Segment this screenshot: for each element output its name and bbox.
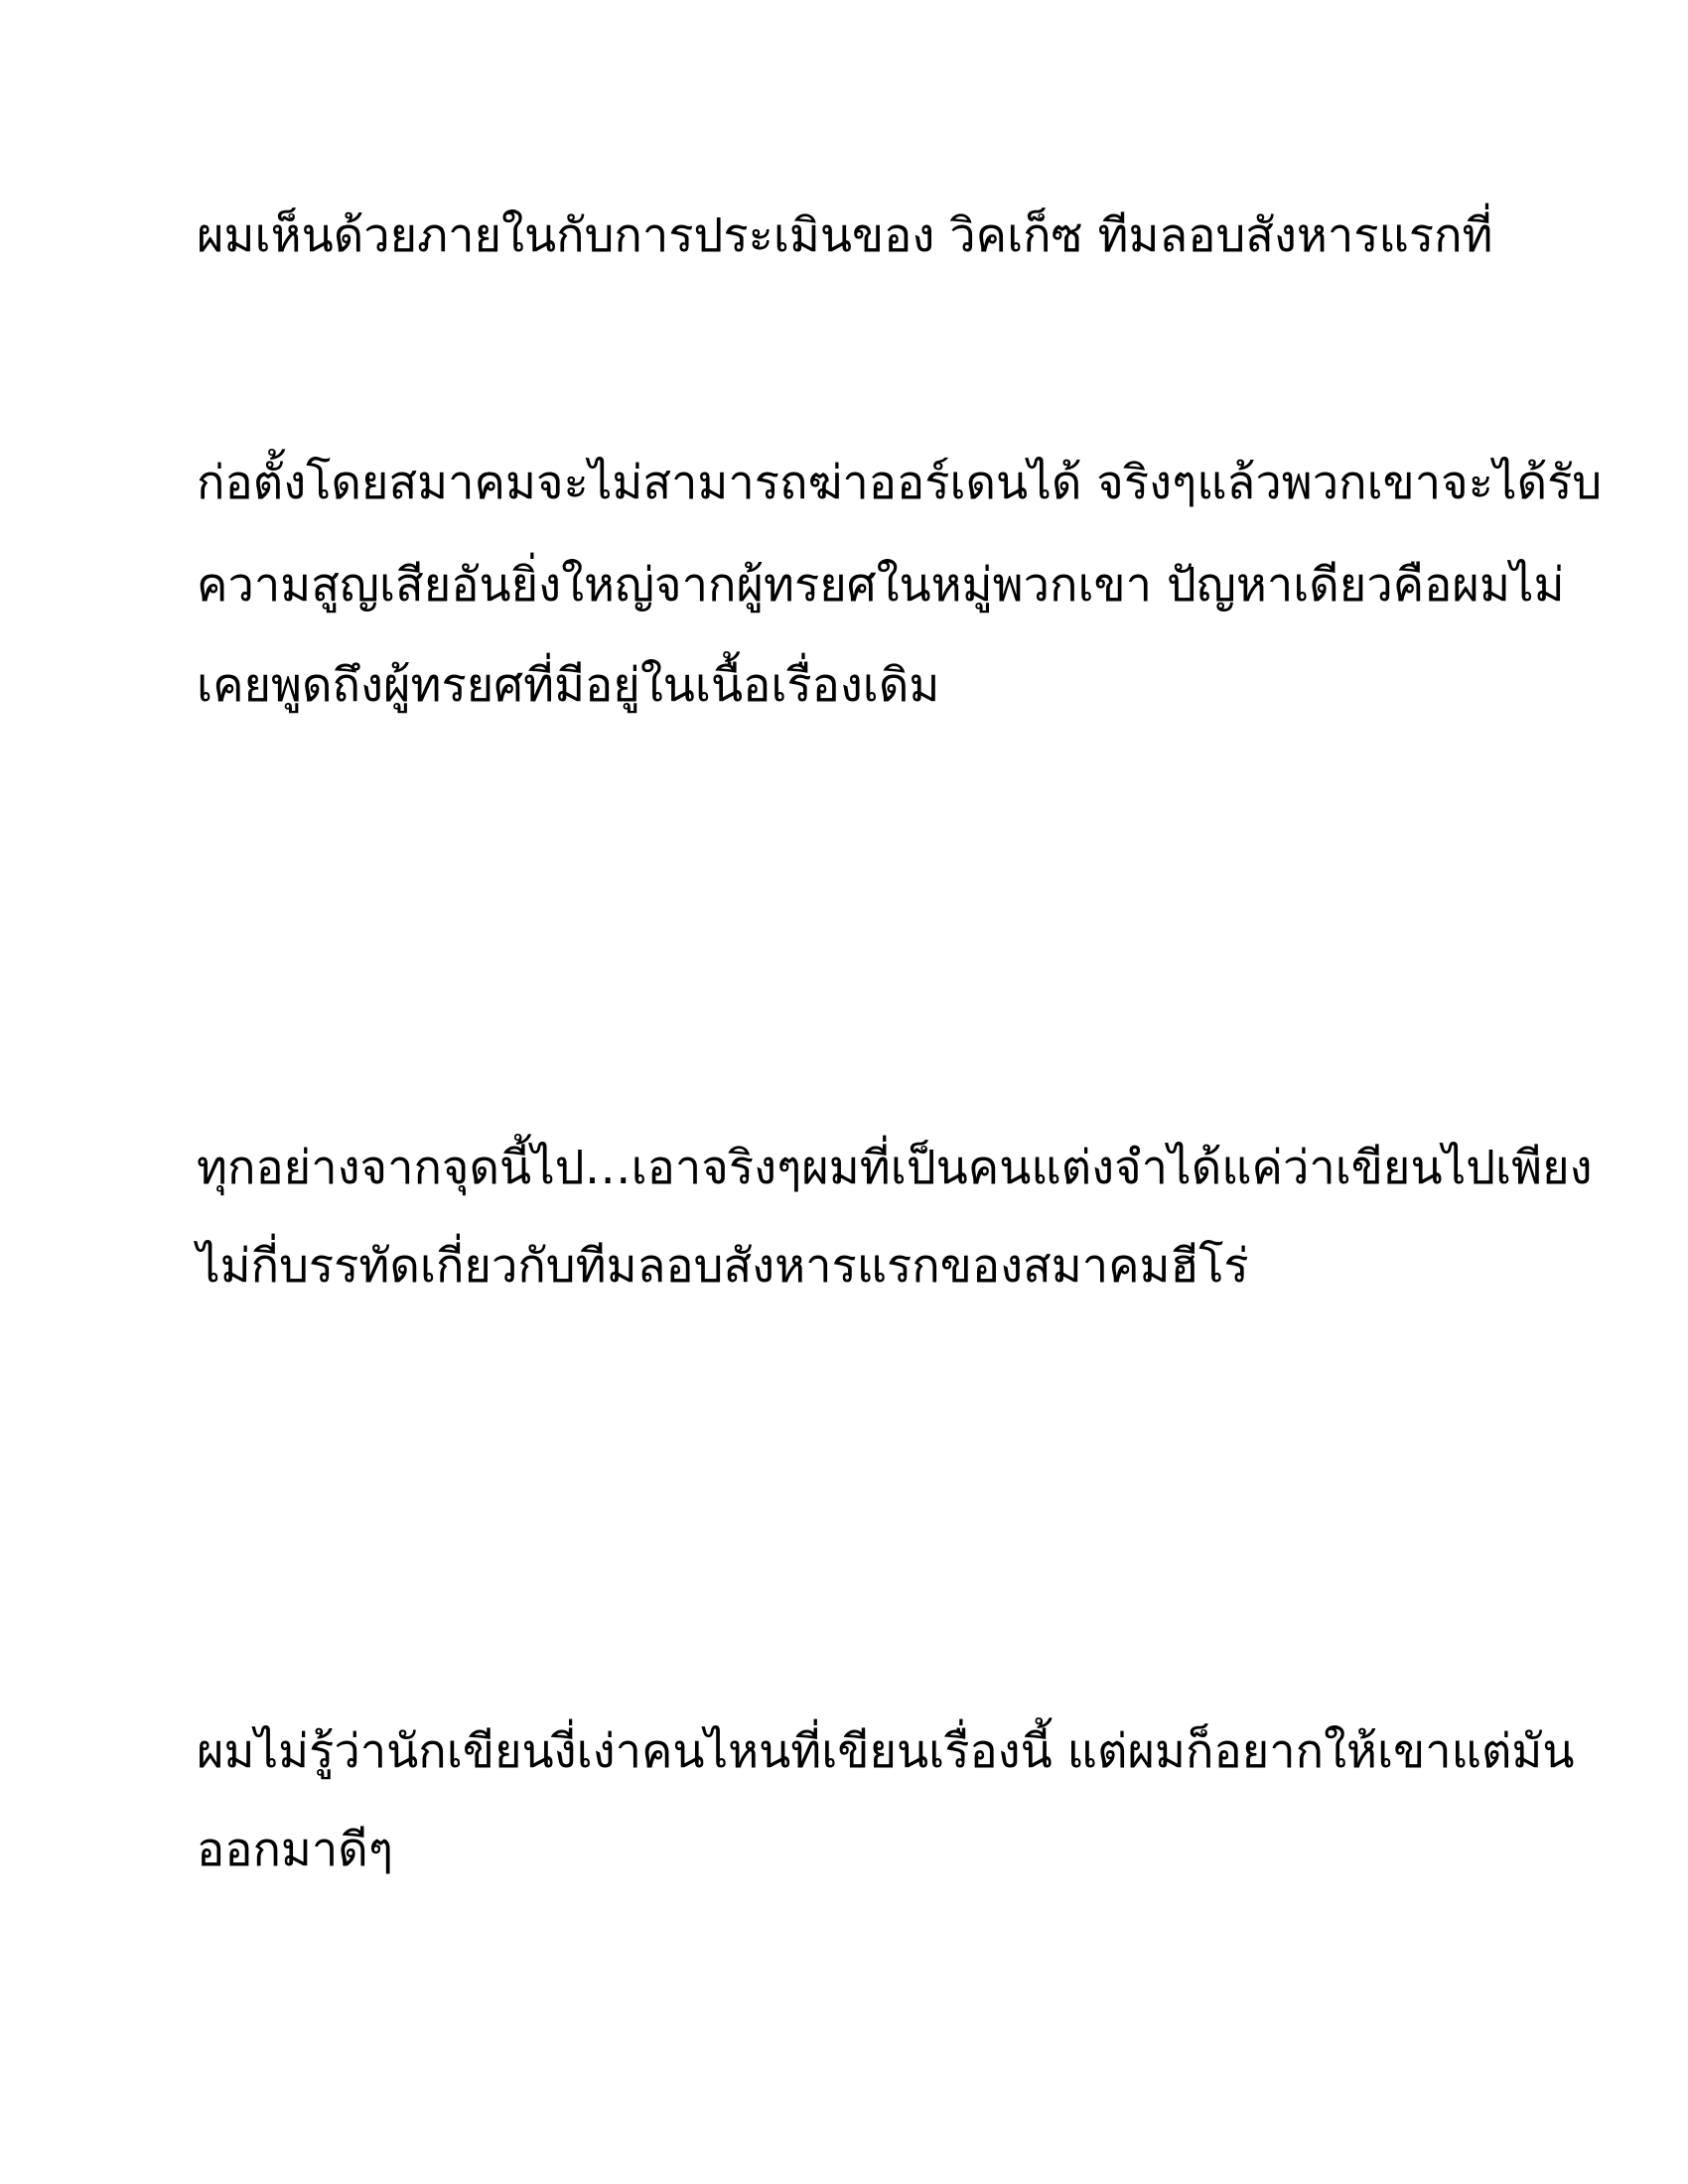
- text-line: ก่อตั้งโดยสมาคมจะไม่สามารถฆ่าออร์เดนได้ จริงๆแล้วพวกเขาจะได้รับ: [197, 456, 1603, 510]
- text-line: ผมเห็นด้วยภายในกับการประเมินของ วิคเก็ซ ทีมลอบสังหารแรกที่: [197, 208, 1493, 263]
- text-line: ออกมาดีๆ: [197, 1823, 394, 1877]
- text-line: ความสูญเสียอันยิ่งใหญ่จากผู้ทรยศในหมู่พวกเขา ปัญหาเดียวคือผมไม่: [197, 558, 1565, 613]
- text-line: ผมไม่รู้ว่านักเขียนงี่เง่าคนไหนที่เขียนเรื่องนี้ แต่ผมก็อยากให้เขาแต่มัน: [197, 1724, 1575, 1779]
- text-line: ทุกอย่างจากจุดนี้ไป…เอาจริงๆผมที่เป็นคนแต่งจำได้แค่ว่าเขียนไปเพียง: [197, 1141, 1593, 1195]
- text-line: เคยพูดถึงผู้ทรยศที่มีอยู่ในเนื้อเรื่องเดิม: [197, 658, 940, 713]
- text-line: ไม่กี่บรรทัดเกี่ยวกับทีมลอบสังหารแรกของสมาคมฮีโร่: [197, 1239, 1249, 1294]
